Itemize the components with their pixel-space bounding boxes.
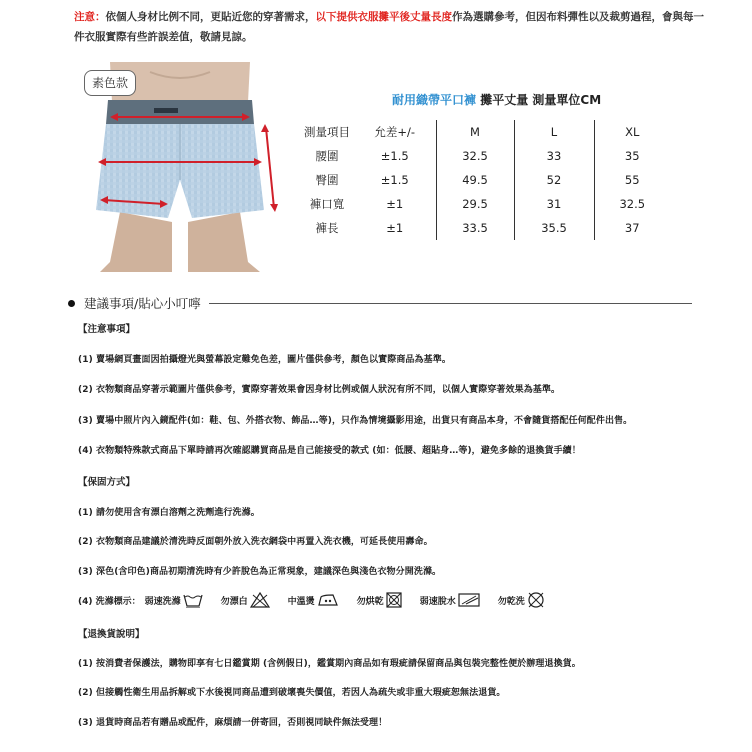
header-tolerance: 允差+/-	[354, 120, 436, 144]
care-heading: 【保固方式】	[78, 477, 136, 488]
table-row	[300, 216, 670, 240]
table-cell: 55	[624, 173, 640, 187]
table-cell: 31	[514, 192, 594, 216]
notice-prefix: 注意：	[74, 11, 106, 23]
iron-icon	[317, 592, 339, 608]
section-title: 建議事項/貼心小叮嚀	[84, 296, 201, 311]
gentle-spin-item	[420, 592, 480, 608]
model-left-leg	[100, 212, 172, 272]
no-bleach-label: 勿漂白	[220, 596, 248, 607]
no-tumble-dry-label: 勿烘乾	[356, 596, 384, 607]
notes-item-1: (1) 賣場網頁畫面因拍攝燈光與螢幕設定難免色差，圖片僅供參考，顏色以實際商品為基準。	[78, 355, 451, 365]
gentle-spin-label: 弱速脫水	[419, 596, 456, 607]
notice-text-2: 作為選購參考，但因布料彈性以及裁剪過程，會與每一件衣服實際有些許誤差值，敬請見諒。	[74, 11, 704, 43]
no-tumble-dry-item	[357, 592, 402, 608]
returns-item-2: (2) 但接觸性衛生用品拆解或下水後視同商品遭到破壞喪失價值，若因人為疏失或非重大瑕疵恕無法退貨。	[78, 688, 506, 698]
table-cell: 37	[624, 221, 640, 235]
header-size-m: M	[436, 120, 514, 144]
no-dry-clean-icon	[527, 591, 545, 609]
table-row	[300, 144, 670, 168]
table-cell: 32.5	[436, 144, 514, 168]
wash-label: (4) 洗滌標示：	[78, 596, 141, 607]
size-table	[300, 120, 670, 240]
care-item-2: (2) 衣物類商品建議於清洗時反面朝外放入洗衣網袋中再置入洗衣機，可延長使用壽命。	[78, 537, 433, 547]
table-cell: 32.5	[619, 197, 646, 211]
returns-item-1: (1) 按消費者保護法，購物即享有七日鑑賞期 (含例假日)，鑑賞期內商品如有瑕疵請保留商品與包裝完整性便於辦理退換貨。	[78, 659, 581, 669]
table-cell: ±1	[354, 192, 436, 216]
gentle-wash-item	[145, 592, 203, 608]
notes-item-2: (2) 衣物類商品穿著示範圖片僅供參考，實際穿著效果會因身材比例或個人狀況有所不同，以個人實際穿著效果為基準。	[78, 385, 561, 395]
table-cell: ±1.5	[354, 144, 436, 168]
notes-item-4: (4) 衣物類特殊款式商品下單時請再次確認購買商品是自己能接受的款式 (如：低腰、超貼身…等)，避免多餘的退換貨手續！	[78, 446, 581, 456]
table-cell: ±1.5	[354, 168, 436, 192]
table-cell: 褲口寬	[309, 197, 345, 211]
gentle-wash-icon	[183, 592, 203, 608]
wash-symbols-row	[78, 591, 563, 609]
no-dry-clean-item	[498, 591, 545, 609]
medium-iron-item	[288, 592, 339, 608]
bullet-icon	[68, 300, 75, 307]
table-row	[300, 168, 670, 192]
table-header-row	[300, 120, 670, 144]
section-divider	[209, 303, 692, 304]
medium-iron-label: 中溫燙	[287, 596, 315, 607]
table-title	[392, 91, 601, 108]
no-dry-clean-label: 勿乾洗	[497, 596, 525, 607]
table-cell: 腰圍	[315, 149, 339, 163]
returns-item-3: (3) 退貨時商品若有贈品或配件，麻煩請一併寄回，否則視同缺件無法受理！	[78, 718, 388, 728]
table-cell: 33.5	[436, 216, 514, 240]
header-item: 測量項目	[304, 125, 350, 139]
table-cell: 49.5	[436, 168, 514, 192]
model-right-leg	[188, 212, 260, 272]
table-cell: 褲長	[315, 221, 339, 235]
notice-highlight: 以下提供衣服攤平後丈量長度	[315, 11, 452, 23]
notes-heading: 【注意事項】	[78, 324, 136, 335]
plain-style-badge: 素色款	[84, 70, 136, 96]
table-title-unit: 攤平丈量 測量單位CM	[480, 93, 602, 107]
waistband	[106, 100, 254, 124]
table-row	[300, 192, 670, 216]
table-cell: 29.5	[436, 192, 514, 216]
gentle-wash-label: 弱速洗滌	[144, 596, 181, 607]
table-title-product: 耐用織帶平口褲	[392, 93, 477, 107]
returns-heading: 【退換貨說明】	[78, 629, 145, 640]
size-notice	[74, 7, 714, 47]
table-cell: 33	[514, 144, 594, 168]
care-item-1: (1) 請勿使用含有漂白溶劑之洗劑進行洗滌。	[78, 508, 260, 518]
no-tumble-dry-icon	[386, 592, 402, 608]
header-size-l: L	[514, 120, 594, 144]
header-size-xl: XL	[625, 125, 640, 139]
gentle-spin-icon	[458, 592, 480, 608]
table-cell: 35.5	[514, 216, 594, 240]
table-cell: 52	[514, 168, 594, 192]
table-cell: 35	[624, 149, 640, 163]
no-bleach-item	[221, 592, 270, 608]
notes-item-3: (3) 賣場中照片內入鏡配件(如：鞋、包、外搭衣物、飾品…等)，只作為情境攝影用途，出貨只有商品本身，不會隨貨搭配任何配件出售。	[78, 416, 633, 426]
table-cell: ±1	[354, 216, 436, 240]
section-heading	[68, 294, 692, 312]
care-item-3: (3) 深色(含印色)商品初期清洗時有少許脫色為正常現象，建議深色與淺色衣物分開洗滌。	[78, 567, 442, 577]
notice-text-1: 依個人身材比例不同，更貼近您的穿著需求，	[105, 11, 316, 23]
table-cell: 臀圍	[315, 173, 339, 187]
no-bleach-icon	[250, 592, 270, 608]
